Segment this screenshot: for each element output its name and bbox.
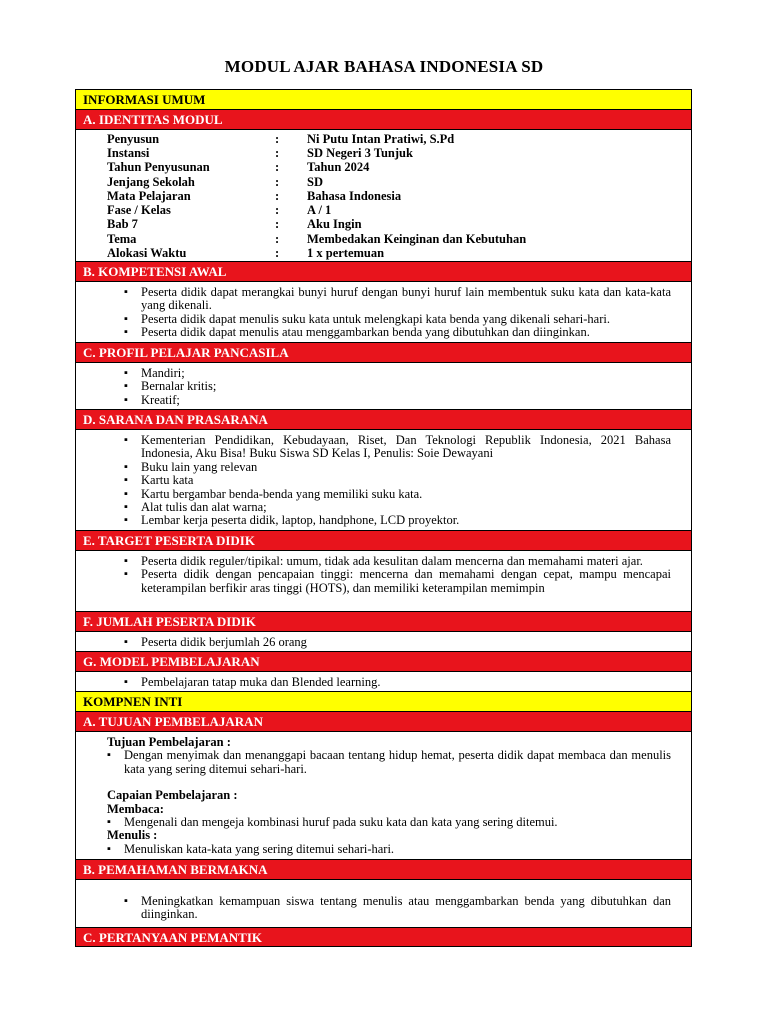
label-alokasi: Alokasi Waktu bbox=[107, 245, 187, 260]
menulis-label: Menulis : bbox=[107, 828, 158, 843]
list-item: ▪ Mengenali dan mengeja kombinasi huruf pada suku kata dan kata yang sering ditemui. bbox=[107, 816, 671, 829]
section-model-pembelajaran: G. MODEL PEMBELAJARAN bbox=[75, 651, 692, 671]
list-item: ▪ Peserta didik dapat menulis atau menggambarkan benda yang dibutuhkan dan diinginkan. bbox=[124, 326, 671, 339]
list-item: ▪ Kreatif; bbox=[124, 394, 671, 407]
list-item: ▪ Peserta didik dapat menulis suku kata untuk melengkapi kata benda yang dikenali sehari-hari. bbox=[124, 313, 671, 326]
tujuan-label: Tujuan Pembelajaran : bbox=[107, 735, 231, 749]
label-penyusun: Penyusun bbox=[107, 132, 160, 146]
value-mapel: Bahasa Indonesia bbox=[307, 188, 402, 203]
label-fase: Fase / Kelas bbox=[107, 203, 171, 218]
sep: : bbox=[275, 203, 280, 218]
identitas-grid bbox=[76, 130, 691, 261]
membaca-label: Membaca: bbox=[107, 801, 164, 816]
document-title: MODUL AJAR BAHASA INDONESIA SD bbox=[224, 57, 544, 76]
identitas-body bbox=[75, 129, 692, 261]
list-item: ▪ Peserta didik reguler/tipikal: umum, tidak ada kesulitan dalam mencerna dan memahami materi ajar. bbox=[124, 555, 671, 568]
target-body bbox=[75, 550, 692, 611]
list-item: ▪ Kartu kata bbox=[124, 474, 671, 487]
section-kompetensi-awal: B. KOMPETENSI AWAL bbox=[75, 261, 692, 281]
list-item: ▪ Bernalar kritis; bbox=[124, 380, 671, 393]
sep: : bbox=[275, 217, 280, 232]
list-item: ▪ Lembar kerja peserta didik, laptop, handphone, LCD proyektor. bbox=[124, 514, 671, 527]
module-table bbox=[75, 89, 692, 947]
sep: : bbox=[275, 174, 280, 189]
section-jumlah-peserta: F. JUMLAH PESERTA DIDIK bbox=[75, 611, 692, 631]
capaian-label: Capaian Pembelajaran : bbox=[107, 788, 238, 803]
label-instansi: Instansi bbox=[107, 146, 150, 161]
list-item: ▪ Peserta didik dengan pencapaian tinggi: mencerna dan memahami dengan cepat, mampu mencapai keterampilan berfikir aras tinggi (HOTS), dan memiliki keterampilan memimpin bbox=[124, 568, 671, 595]
section-informasi-umum: INFORMASI UMUM bbox=[75, 89, 692, 109]
value-bab: Aku Ingin bbox=[307, 217, 362, 232]
tujuan-body bbox=[75, 731, 692, 859]
list-item: ▪ Peserta didik berjumlah 26 orang bbox=[124, 636, 671, 649]
list-item: ▪ Alat tulis dan alat warna; bbox=[124, 501, 671, 514]
list-item: ▪ Peserta didik dapat merangkai bunyi huruf dengan bunyi huruf lain membentuk suku kata dan kata-kata yang dikenali. bbox=[124, 286, 671, 313]
list-item: ▪ Mandiri; bbox=[124, 367, 671, 380]
label-tema: Tema bbox=[107, 231, 137, 246]
list-item: ▪ Menuliskan kata-kata yang sering ditemui sehari-hari. bbox=[107, 843, 671, 856]
sep: : bbox=[275, 245, 280, 260]
section-target-peserta: E. TARGET PESERTA DIDIK bbox=[75, 530, 692, 550]
pemahaman-body bbox=[75, 879, 692, 927]
label-mapel: Mata Pelajaran bbox=[107, 188, 191, 203]
label-jenjang: Jenjang Sekolah bbox=[107, 174, 195, 189]
label-bab: Bab 7 bbox=[107, 217, 138, 232]
section-profil-pancasila: C. PROFIL PELAJAR PANCASILA bbox=[75, 342, 692, 362]
jumlah-body bbox=[75, 631, 692, 651]
value-alokasi: 1 x pertemuan bbox=[307, 245, 385, 260]
profil-body bbox=[75, 362, 692, 409]
sep: : bbox=[275, 132, 280, 146]
value-instansi: SD Negeri 3 Tunjuk bbox=[307, 146, 413, 161]
list-item: ▪ Pembelajaran tatap muka dan Blended learning. bbox=[124, 676, 671, 689]
list-item: ▪ Meningkatkan kemampuan siswa tentang menulis atau menggambarkan benda yang dibutuhkan dan diinginkan. bbox=[124, 895, 671, 922]
value-tema: Membedakan Keinginan dan Kebutuhan bbox=[307, 231, 527, 246]
kompetensi-body bbox=[75, 281, 692, 342]
sep: : bbox=[275, 188, 280, 203]
section-komponen-inti: KOMPNEN INTI bbox=[75, 691, 692, 711]
list-item: ▪ Dengan menyimak dan menanggapi bacaan tentang hidup hemat, peserta didik dapat membaca dan menulis kata yang sering ditemui sehari-hari. bbox=[107, 749, 671, 776]
section-identitas-modul: A. IDENTITAS MODUL bbox=[75, 109, 692, 129]
sep: : bbox=[275, 160, 280, 175]
section-tujuan-pembelajaran: A. TUJUAN PEMBELAJARAN bbox=[75, 711, 692, 731]
sarana-body bbox=[75, 429, 692, 530]
section-pertanyaan-pemantik: C. PERTANYAAN PEMANTIK bbox=[75, 927, 692, 947]
label-tahun: Tahun Penyusunan bbox=[107, 160, 210, 175]
value-jenjang: SD bbox=[307, 174, 323, 189]
value-penyusun: Ni Putu Intan Pratiwi, S.Pd bbox=[307, 132, 455, 146]
list-item: ▪ Buku lain yang relevan bbox=[124, 461, 671, 474]
sep: : bbox=[275, 146, 280, 161]
model-body bbox=[75, 671, 692, 691]
value-fase: A / 1 bbox=[307, 203, 332, 218]
list-item: ▪ Kementerian Pendidikan, Kebudayaan, Riset, Dan Teknologi Republik Indonesia, 2021 Bahasa Indonesia, Aku Bisa! Buku Siswa SD Kelas I, Penulis: Soie Dewayani bbox=[124, 434, 671, 461]
value-tahun: Tahun 2024 bbox=[307, 160, 370, 175]
section-pemahaman-bermakna: B. PEMAHAMAN BERMAKNA bbox=[75, 859, 692, 879]
section-sarana-prasarana: D. SARANA DAN PRASARANA bbox=[75, 409, 692, 429]
list-item: ▪ Kartu bergambar benda-benda yang memiliki suku kata. bbox=[124, 488, 671, 501]
sep: : bbox=[275, 231, 280, 246]
